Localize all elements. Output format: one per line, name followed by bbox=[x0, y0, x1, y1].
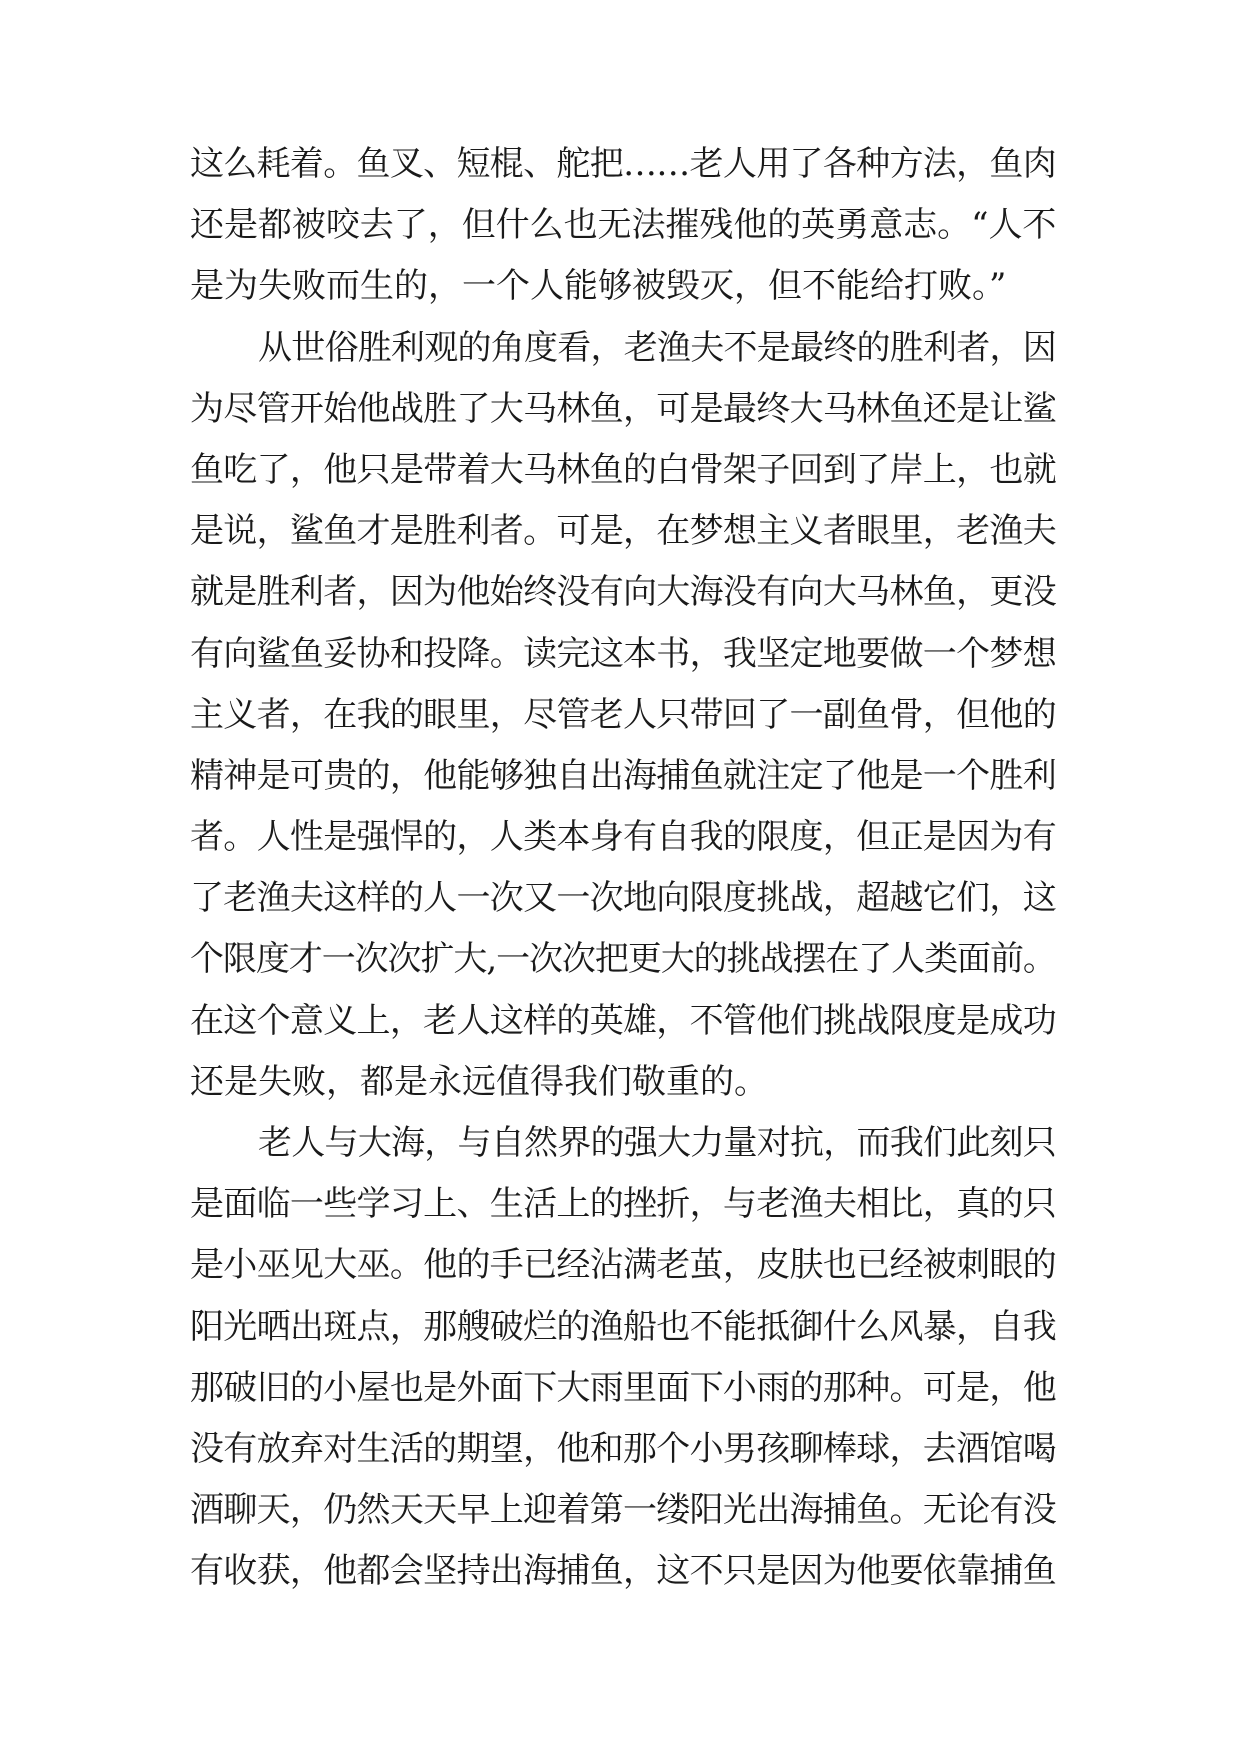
text-line: 是说，鲨鱼才是胜利者。可是，在梦想主义者眼里，老渔夫 bbox=[190, 511, 1056, 552]
text-line: 了老渔夫这样的人一次又一次地向限度挑战，超越它们，这 bbox=[190, 878, 1056, 919]
text-line: 精神是可贵的，他能够独自出海捕鱼就注定了他是一个胜利 bbox=[190, 755, 1056, 796]
text-line: 酒聊天，仍然天天早上迎着第一缕阳光出海捕鱼。无论有没 bbox=[190, 1490, 1056, 1531]
text-line: 个限度才一次次扩大,一次次把更大的挑战摆在了人类面前。 bbox=[190, 939, 1056, 980]
text-line: 这么耗着。鱼叉、短棍、舵把……老人用了各种方法，鱼肉 bbox=[190, 144, 1056, 184]
paragraph-3 bbox=[190, 1113, 1056, 1603]
text-line: 鱼吃了，他只是带着大马林鱼的白骨架子回到了岸上，也就 bbox=[190, 449, 1056, 490]
text-line: 有收获，他都会坚持出海捕鱼，这不只是因为他要依靠捕鱼 bbox=[190, 1551, 1056, 1592]
text-line: 还是失败，都是永远值得我们敬重的。 bbox=[190, 1061, 768, 1102]
text-line: 为尽管开始他战胜了大马林鱼，可是最终大马林鱼还是让鲨 bbox=[190, 388, 1056, 429]
text-line: 是小巫见大巫。他的手已经沾满老茧，皮肤也已经被刺眼的 bbox=[190, 1245, 1056, 1286]
text-line: 还是都被咬去了，但什么也无法摧残他的英勇意志。“人不 bbox=[190, 205, 1057, 246]
text-line: 没有放弃对生活的期望，他和那个小男孩聊棒球，去酒馆喝 bbox=[190, 1428, 1056, 1469]
text-line-indented: 老人与大海，与自然界的强大力量对抗，而我们此刻只 bbox=[258, 1123, 1056, 1163]
text-line: 在这个意义上，老人这样的英雄，不管他们挑战限度是成功 bbox=[190, 1000, 1056, 1041]
text-line: 是为失败而生的，一个人能够被毁灭，但不能给打败。” bbox=[190, 266, 1007, 307]
text-line-indented: 从世俗胜利观的角度看，老渔夫不是最终的胜利者，因 bbox=[258, 327, 1056, 368]
text-line: 有向鲨鱼妥协和投降。读完这本书，我坚定地要做一个梦想 bbox=[190, 633, 1056, 674]
document-body bbox=[190, 134, 1056, 1603]
text-line: 是面临一些学习上、生活上的挫折，与老渔夫相比，真的只 bbox=[190, 1184, 1056, 1225]
text-line: 就是胜利者，因为他始终没有向大海没有向大马林鱼，更没 bbox=[190, 572, 1056, 613]
text-line: 者。人性是强悍的，人类本身有自我的限度，但正是因为有 bbox=[190, 817, 1056, 858]
text-line: 主义者，在我的眼里，尽管老人只带回了一副鱼骨，但他的 bbox=[190, 694, 1056, 735]
paragraph-2 bbox=[190, 318, 1056, 1113]
text-line: 那破旧的小屋也是外面下大雨里面下小雨的那种。可是，他 bbox=[190, 1367, 1056, 1408]
paragraph-1 bbox=[190, 134, 1056, 318]
text-line: 阳光晒出斑点，那艘破烂的渔船也不能抵御什么风暴，自我 bbox=[190, 1306, 1056, 1347]
